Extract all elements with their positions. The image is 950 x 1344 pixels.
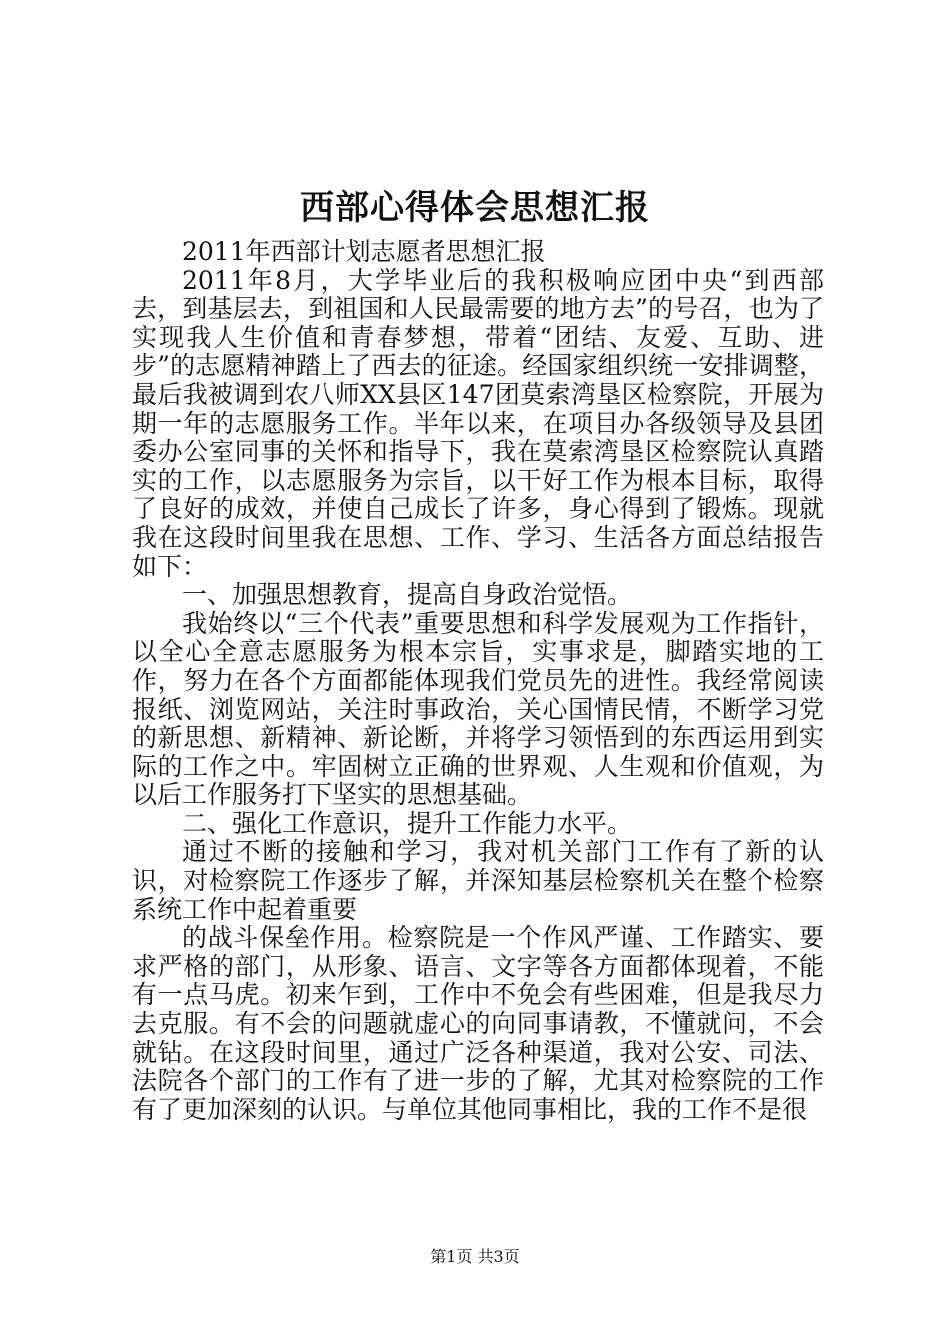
section-heading-2: 二、强化工作意识，提升工作能力水平。 bbox=[182, 808, 633, 838]
paragraph-section-1: 我始终以“三个代表”重要思想和科学发展观为工作指针，以全心全意志愿服务为根本宗旨，实事求是，脚踏实地的工作，努力在各个方面都能体现我们党员先的进性。我经常阅读报纸、浏览网站，关注时事政治，关心国情民情，不断学习党的新思想、新精神、新论断，并将学习领悟到的东西运用到实际的工作之中。牢固树立正确的世界观、人生观和价值观，为以后工作服务打下坚实的思想基础。 bbox=[132, 608, 824, 810]
document-body bbox=[132, 238, 824, 1124]
page-footer: 第1页 共3页 bbox=[430, 1247, 520, 1266]
paragraph-section-2a: 通过不断的接触和学习，我对机关部门工作有了新的认识，对检察院工作逐步了解，并深知基层检察机关在整个检察系统工作中起着重要 bbox=[132, 837, 824, 924]
paragraph-subtitle: 2011年西部计划志愿者思想汇报 bbox=[182, 237, 546, 266]
document-title: 西部心得体会思想汇报 bbox=[300, 188, 650, 228]
paragraph-section-2b: 的战斗保垒作用。检察院是一个作风严谨、工作踏实、要求严格的部门，从形象、语言、文字等各方面都体现着，不能有一点马虎。初来乍到，工作中不免会有些困难，但是我尽力去克服。有不会的问题就虚心的向同事请教，不懂就问，不会就钻。在这段时间里，通过广泛各种渠道，我对公安、司法、法院各个部门的工作有了进一步的了解，尤其对检察院的工作有了更加深刻的认识。与单位其他同事相比，我的工作不是很 bbox=[132, 923, 824, 1124]
section-heading-1: 一、加强思想教育，提高自身政治觉悟。 bbox=[182, 580, 633, 610]
paragraph-intro: 2011年8月，大学毕业后的我积极响应团中央“到西部去，到基层去，到祖国和人民最需要的地方去”的号召，也为了实现我人生价值和青春梦想，带着“团结、友爱、互助、进步”的志愿精神踏上了西去的征途。经国家组织统一安排调整，最后我被调到农八师XX县区147团莫索湾垦区检察院，开展为期一年的志愿服务工作。半年以来，在项目办各级领导及县团委办公室同事的关怀和指导下，我在莫索湾垦区检察院认真踏实的工作，以志愿服务为宗旨，以干好工作为根本目标，取得了良好的成效，并使自己成长了许多，身心得到了锻炼。现就我在这段时间里我在思想、工作、学习、生活各方面总结报告如下： bbox=[132, 265, 824, 581]
